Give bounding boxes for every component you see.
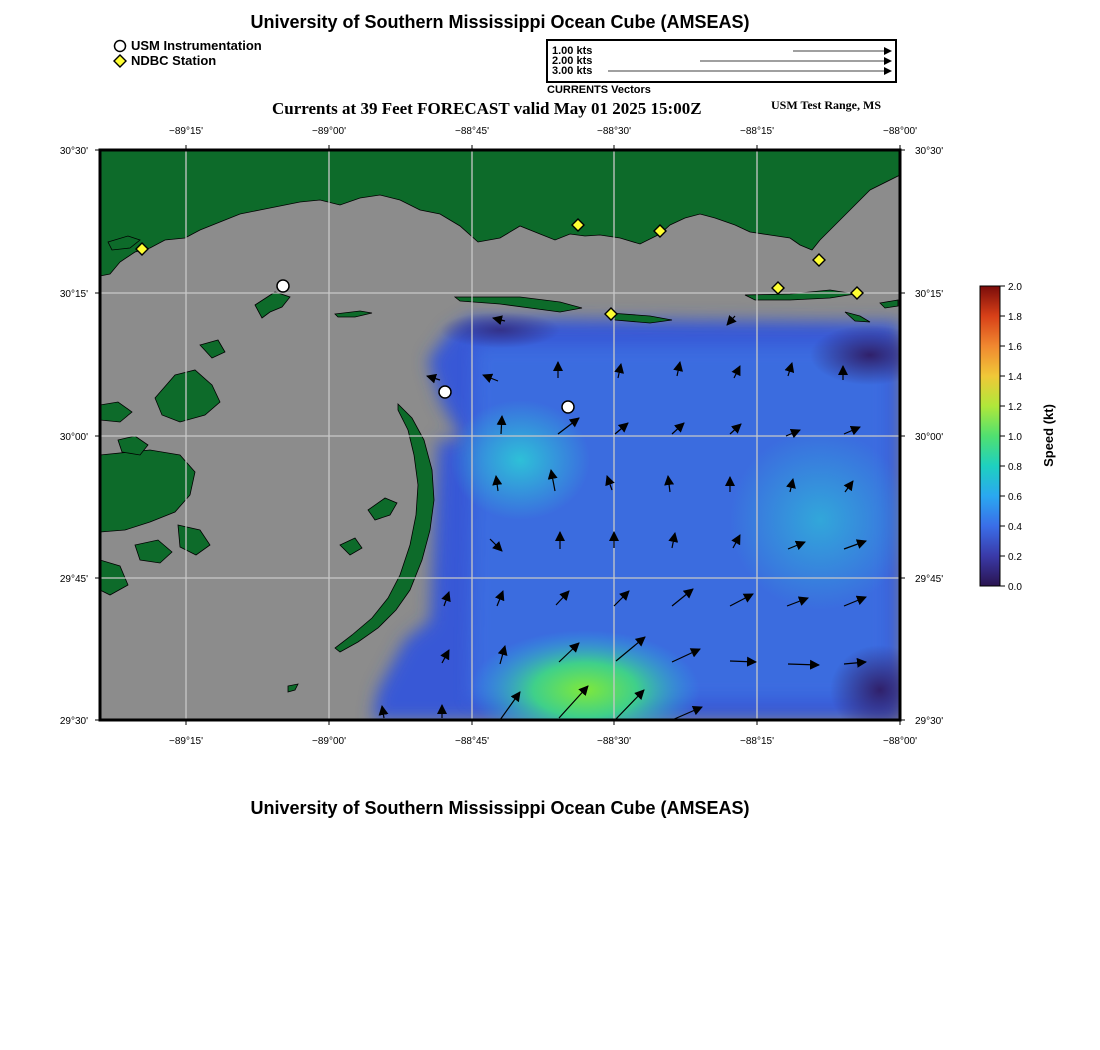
lon-label-top: −89°15' [169, 126, 203, 137]
lat-label-left: 29°30' [59, 716, 88, 727]
lat-label-right: 30°15' [915, 289, 944, 300]
lat-label-right: 30°30' [915, 146, 944, 157]
vector-legend-entry-1: 1.00 kts [552, 45, 593, 57]
usm-circle-icon [113, 39, 127, 53]
colorbar-tick: 1.4 [1008, 372, 1022, 383]
colorbar-tick: 0.6 [1008, 492, 1022, 503]
usm-station-marker [562, 401, 574, 413]
lon-label-bottom: −88°45' [455, 736, 489, 747]
vector-legend-arrows [548, 41, 895, 81]
lon-label-bottom: −88°15' [740, 736, 774, 747]
colorbar-tick: 1.8 [1008, 312, 1022, 323]
vector-legend-caption: CURRENTS Vectors [547, 84, 651, 96]
colorbar-tick: 1.6 [1008, 342, 1022, 353]
colorbar-tick: 0.8 [1008, 462, 1022, 473]
ndbc-diamond-icon [113, 54, 127, 68]
forecast-title: Currents at 39 Feet FORECAST valid May 01 2025 15:00Z [272, 99, 702, 118]
footer-title: University of Southern Mississippi Ocean Cube (AMSEAS) [250, 798, 750, 818]
colorbar-tick: 0.0 [1008, 582, 1022, 593]
lat-label-left: 30°30' [59, 146, 88, 157]
lat-label-left: 29°45' [59, 574, 88, 585]
lat-label-right: 29°45' [915, 574, 944, 585]
usm-station-marker [439, 386, 451, 398]
lat-label-right: 29°30' [915, 716, 944, 727]
lon-label-top: −88°45' [455, 126, 489, 137]
currents-map [0, 118, 960, 758]
legend-usm-label: USM Instrumentation [131, 38, 262, 53]
usm-station-marker [277, 280, 289, 292]
colorbar-tick: 1.0 [1008, 432, 1022, 443]
legend-usm [113, 38, 262, 53]
lat-label-left: 30°00' [59, 432, 88, 443]
speed-field [372, 312, 930, 750]
lon-label-top: −88°15' [740, 126, 774, 137]
range-label: USM Test Range, MS [771, 98, 882, 112]
lon-label-top: −88°00' [883, 126, 917, 137]
lon-label-top: −88°30' [597, 126, 631, 137]
legend-ndbc [113, 53, 216, 68]
colorbar-tick: 0.4 [1008, 522, 1022, 533]
lat-label-right: 30°00' [915, 432, 944, 443]
vector-legend-entry-3: 3.00 kts [552, 65, 593, 77]
lon-label-bottom: −89°00' [312, 736, 346, 747]
colorbar-tick: 0.2 [1008, 552, 1022, 563]
vector-legend [546, 39, 897, 83]
colorbar-scale [980, 286, 1000, 586]
lon-label-bottom: −88°00' [883, 736, 917, 747]
colorbar-tick: 2.0 [1008, 282, 1022, 293]
lon-label-bottom: −88°30' [597, 736, 631, 747]
lon-label-top: −89°00' [312, 126, 346, 137]
colorbar-title: Speed (kt) [1040, 404, 1056, 467]
vector-legend-entry-2: 2.00 kts [552, 55, 593, 67]
page-title: University of Southern Mississippi Ocean Cube (AMSEAS) [250, 12, 750, 32]
lat-label-left: 30°15' [59, 289, 88, 300]
colorbar-tick: 1.2 [1008, 402, 1022, 413]
legend-ndbc-label: NDBC Station [131, 53, 217, 68]
speed-colorbar [975, 278, 1035, 596]
lon-label-bottom: −89°15' [169, 736, 203, 747]
